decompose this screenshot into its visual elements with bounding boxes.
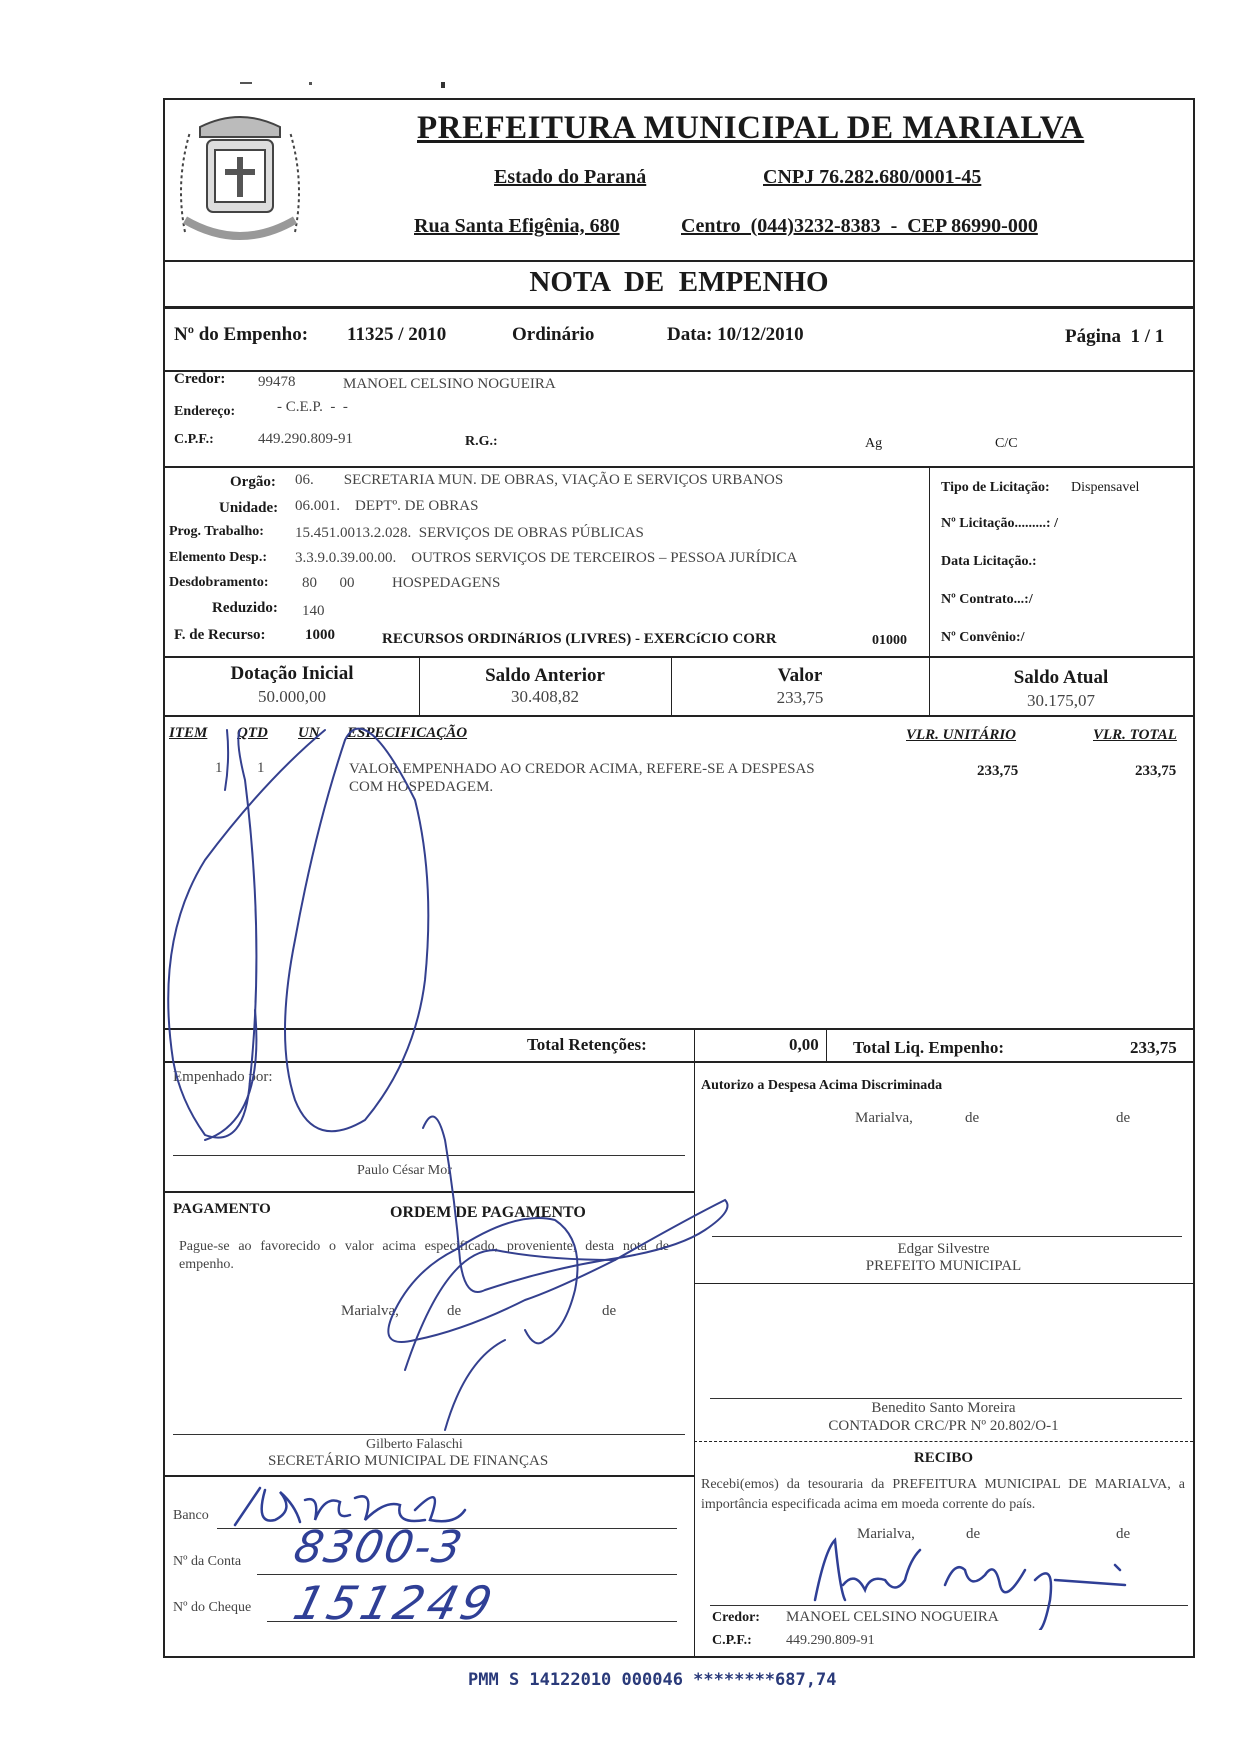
- desdobramento-label: Desdobramento:: [169, 575, 269, 590]
- recibo-cpf-value: 449.290.809-91: [786, 1633, 875, 1648]
- reduzido-label: Reduzido:: [212, 600, 278, 616]
- empenho-date: Data: 10/12/2010: [667, 324, 804, 345]
- reduzido-value: 140: [302, 603, 325, 619]
- empenhado-signer: Paulo César Mor: [357, 1163, 452, 1178]
- pagamento-de2: de: [602, 1303, 617, 1319]
- prog-trabalho-label: Prog. Trabalho:: [169, 524, 264, 539]
- divider: [165, 306, 1193, 309]
- endereco-value: - C.E.P. - -: [277, 399, 348, 415]
- divider: [165, 466, 1193, 468]
- header-state: Estado do Paraná: [494, 166, 647, 188]
- recibo-credor-label: Credor:: [712, 1610, 760, 1625]
- divider: [826, 1028, 827, 1061]
- header-cnpj: CNPJ 76.282.680/0001-45: [763, 166, 982, 188]
- conta-label: Nº da Conta: [173, 1554, 242, 1569]
- scan-speck: [309, 82, 312, 85]
- numero-licitacao: Nº Licitação.........: /: [941, 516, 1058, 531]
- empenhado-por-label: Empenhado por:: [173, 1069, 273, 1085]
- divider: [165, 370, 1193, 372]
- banco-label: Banco: [173, 1508, 209, 1523]
- recibo-de1: de: [966, 1526, 981, 1542]
- credor-label: Credor:: [174, 371, 226, 387]
- numero-contrato: Nº Contrato...:/: [941, 592, 1033, 607]
- total-retencoes-value: 0,00: [789, 1035, 819, 1054]
- footer-stamp: PMM S 14122010 000046 ********687,74: [468, 1670, 837, 1690]
- endereco-label: Endereço:: [174, 404, 236, 419]
- valor-value: 233,75: [776, 688, 824, 707]
- col-header-especificacao: ESPECIFICAÇÃO: [347, 725, 468, 741]
- saldo-atual-value: 30.175,07: [1027, 691, 1095, 710]
- credor-name: MANOEL CELSINO NOGUEIRA: [343, 376, 556, 392]
- ordem-pagamento-label: ORDEM DE PAGAMENTO: [390, 1204, 586, 1221]
- divider: [929, 466, 930, 656]
- handwritten-signature-credor: [795, 1530, 1155, 1630]
- pagamento-label: PAGAMENTO: [173, 1201, 271, 1217]
- recibo-cpf-label: C.P.F.:: [712, 1633, 752, 1648]
- scan-speck: [441, 82, 445, 88]
- empenho-type: Ordinário: [512, 324, 595, 345]
- saldo-anterior-value: 30.408,82: [511, 687, 579, 706]
- pagamento-de1: de: [447, 1303, 462, 1319]
- header-title: PREFEITURA MUNICIPAL DE MARIALVA: [417, 110, 1085, 146]
- page-number: Página 1 / 1: [1065, 326, 1165, 347]
- tipo-licitacao-value: Dispensavel: [1071, 480, 1140, 495]
- recibo-de2: de: [1116, 1526, 1131, 1542]
- col-header-item: ITEM: [169, 725, 208, 741]
- recurso-label: F. de Recurso:: [174, 627, 266, 643]
- cpf-value: 449.290.809-91: [258, 431, 353, 447]
- elemento-desp-label: Elemento Desp.:: [169, 550, 267, 565]
- autorizo-label: Autorizo a Despesa Acima Discriminada: [701, 1078, 943, 1093]
- col-header-qtd: QTD: [237, 725, 268, 741]
- cheque-label: Nº do Cheque: [173, 1600, 252, 1615]
- conta-handwritten: 8300-3: [289, 1522, 469, 1573]
- item-qty: 1: [257, 760, 265, 776]
- unidade-label: Unidade:: [219, 500, 279, 516]
- header-street: Rua Santa Efigênia, 680: [414, 215, 620, 237]
- orgao-label: Orgão:: [230, 474, 276, 490]
- item-spec-line1: VALOR EMPENHADO AO CREDOR ACIMA, REFERE-SE A DESPESAS: [349, 761, 815, 777]
- valor-label: Valor: [777, 665, 823, 686]
- col-header-vlr-total: VLR. TOTAL: [1093, 727, 1177, 743]
- item-total-value: 233,75: [1135, 763, 1177, 779]
- cheque-handwritten: 151249: [288, 1576, 502, 1630]
- item-unit-value: 233,75: [977, 763, 1019, 779]
- handwritten-signature-financas: [285, 1100, 885, 1460]
- numero-convenio: Nº Convênio:/: [941, 630, 1025, 645]
- divider: [165, 260, 1193, 262]
- col-header-vlr-unitario: VLR. UNITÁRIO: [906, 727, 1017, 743]
- document-title: NOTA DE EMPENHO: [529, 266, 829, 298]
- ag-label: Ag: [865, 436, 883, 451]
- recurso-description: RECURSOS ORDINáRIOS (LIVRES) - EXERCíCIO CORR: [382, 631, 777, 647]
- prog-trabalho-value: 15.451.0013.2.028. SERVIÇOS DE OBRAS PÚBLICAS: [295, 525, 644, 541]
- saldo-atual-label: Saldo Atual: [1013, 667, 1109, 688]
- header-address: Centro (044)3232-8383 - CEP 86990-000: [681, 215, 1038, 237]
- recibo-credor-name: MANOEL CELSINO NOGUEIRA: [786, 1609, 999, 1625]
- recibo-city: Marialva,: [857, 1526, 915, 1542]
- tipo-licitacao-label: Tipo de Licitação:: [941, 480, 1050, 495]
- recibo-title: RECIBO: [913, 1450, 974, 1466]
- col-header-un: UN: [298, 725, 320, 741]
- saldo-anterior-label: Saldo Anterior: [485, 665, 605, 686]
- recurso-number: 01000: [872, 633, 907, 648]
- pagamento-signer-name: Gilberto Falaschi: [366, 1437, 463, 1452]
- divider: [165, 656, 1193, 658]
- total-liquido-value: 233,75: [1130, 1038, 1177, 1057]
- rg-label: R.G.:: [465, 434, 498, 449]
- municipal-coat-of-arms-logo: [165, 102, 315, 252]
- item-spec-line2: COM HOSPEDAGEM.: [349, 779, 494, 795]
- empenho-number: 11325 / 2010: [347, 324, 447, 345]
- prefeito-role: PREFEITO MUNICIPAL: [865, 1258, 1022, 1274]
- autorizo-de2: de: [1116, 1110, 1131, 1126]
- recurso-code: 1000: [305, 627, 335, 643]
- divider: [165, 1475, 694, 1477]
- dotacao-inicial-value: 50.000,00: [258, 687, 326, 706]
- prefeito-name: Edgar Silvestre: [897, 1241, 990, 1257]
- cpf-label: C.P.F.:: [174, 432, 214, 447]
- contador-role: CONTADOR CRC/PR Nº 20.802/O-1: [828, 1418, 1059, 1434]
- data-licitacao: Data Licitação.:: [941, 554, 1037, 569]
- item-number: 1: [215, 760, 223, 776]
- orgao-value: 06. SECRETARIA MUN. DE OBRAS, VIAÇÃO E SERVIÇOS URBANOS: [295, 472, 784, 488]
- pagamento-text: Pague-se ao favorecido o valor acima especificado, proveniente, desta nota de empenho.: [179, 1239, 669, 1272]
- dotacao-inicial-label: Dotação Inicial: [230, 663, 354, 684]
- autorizo-de1: de: [965, 1110, 980, 1126]
- elemento-desp-value: 3.3.9.0.39.00.00. OUTROS SERVIÇOS DE TERCEIROS – PESSOA JURÍDICA: [295, 550, 798, 566]
- desdobramento-value: 80 00 HOSPEDAGENS: [302, 575, 501, 591]
- recibo-text: Recebi(emos) da tesouraria da PREFEITURA MUNICIPAL DE MARIALVA, a importância especificada acima em moeda corrente do país.: [701, 1477, 1185, 1512]
- contador-name: Benedito Santo Moreira: [871, 1400, 1016, 1416]
- autorizo-city: Marialva,: [855, 1110, 913, 1126]
- empenho-number-label: Nº do Empenho:: [174, 324, 309, 345]
- pagamento-city: Marialva,: [341, 1303, 399, 1319]
- scan-speck: [240, 82, 252, 84]
- cc-label: C/C: [995, 436, 1018, 451]
- nota-de-empenho-form: [163, 98, 1195, 1658]
- total-liquido-label: Total Liq. Empenho:: [853, 1038, 1004, 1057]
- total-retencoes-label: Total Retenções:: [527, 1035, 647, 1054]
- pagamento-signer-role: SECRETÁRIO MUNICIPAL DE FINANÇAS: [268, 1453, 549, 1469]
- credor-code: 99478: [258, 374, 296, 390]
- unidade-value: 06.001. DEPTº. DE OBRAS: [295, 498, 479, 514]
